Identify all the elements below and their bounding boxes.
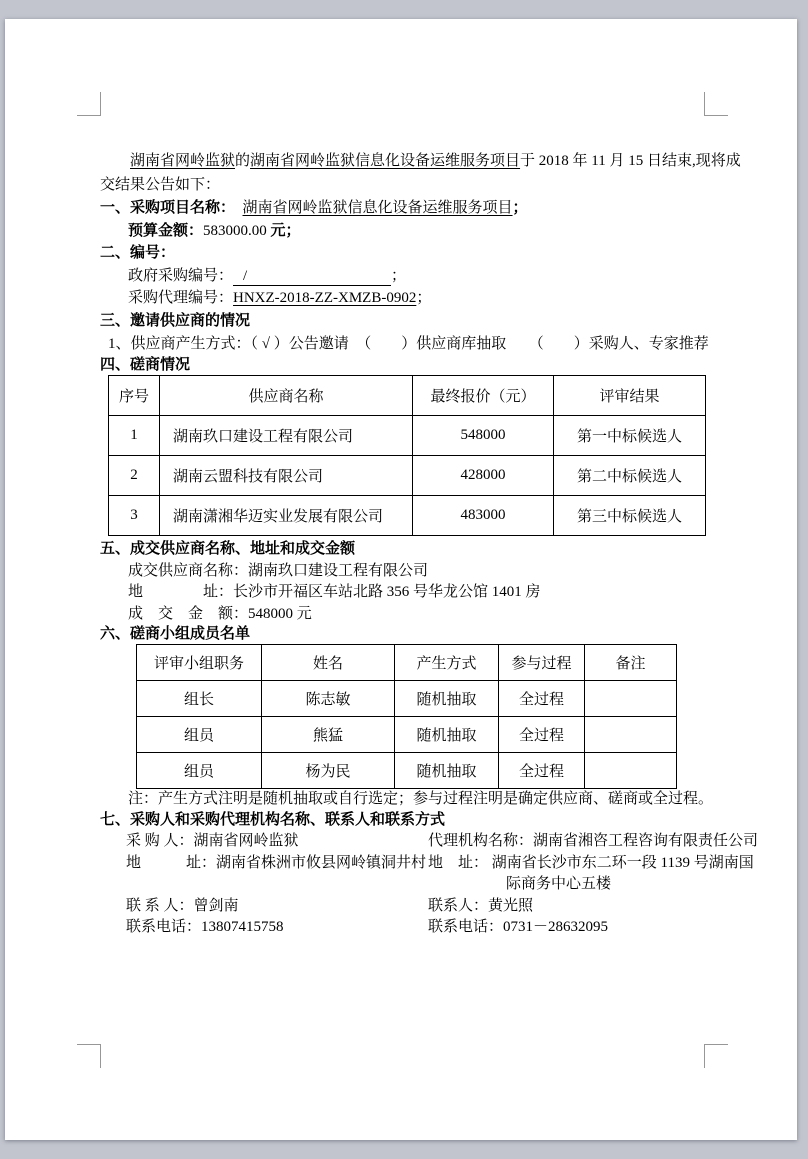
table-cell: 全过程 [499,752,585,788]
buyer-contact-value: 曾剑南 [193,897,239,914]
table-cell: 第三中标候选人 [554,496,706,536]
section-1-heading [100,197,740,220]
gov-code-line [100,265,740,288]
margin-crop-mark-top-right [704,92,728,116]
winner-name-line [100,561,740,583]
agency-contact-value: 黄光照 [488,897,534,914]
contact-row-addresses [100,853,754,875]
agency-code-semicolon: ； [416,290,432,307]
table-cell [585,752,677,788]
table-header-row [137,644,677,680]
intro-tail: 于 2018 年 11 月 15 日结束,现将成 [520,153,741,169]
agency-phone-value: 0731－28632095 [503,919,609,936]
table-cell: 随机抽取 [395,716,499,752]
deal-amount-value: 548000 元 [248,605,312,622]
agency-contact-label: 联系人： [428,897,489,914]
buyer-phone-label: 联系电话： [126,919,202,936]
table-cell: 2 [109,456,160,496]
agency-code-value: HNXZ-2018-ZZ-XMZB-0902 [233,290,417,307]
section-1-label: 一、采购项目名称： [100,200,243,216]
section-7-heading: 七、采购人和采购代理机构名称、联系人和联系方式 [100,811,446,828]
empty-cell [100,874,428,896]
table-cell: 428000 [413,456,554,496]
table-header: 参与过程 [499,644,585,680]
contact-row-phones [100,917,740,939]
agency-address-value-2: 际商务中心五楼 [506,876,612,893]
table-cell [585,716,677,752]
margin-crop-mark-bottom-left [77,1044,101,1068]
panel-member-table [136,644,677,789]
table-cell: 3 [109,496,160,536]
table-row [137,752,677,788]
budget-line [100,220,740,243]
table-row [137,716,677,752]
budget-label: 预算金额： [128,222,204,239]
table-cell: 陈志敏 [262,680,395,716]
table-row [109,456,706,496]
agency-code-label: 采购代理编号： [128,290,234,307]
section-3-heading: 三、邀请供应商的情况 [100,312,251,329]
contact-row-names [100,831,759,853]
agency-address-label: 地 址： [428,854,492,871]
table-cell: 随机抽取 [395,752,499,788]
table-cell: 483000 [413,496,554,536]
contact-row-persons [100,896,740,918]
table-header: 供应商名称 [160,376,413,416]
table-row [109,416,706,456]
gov-code-blank-underline [233,268,391,286]
section-1-project-name: 湖南省网岭监狱信息化设备运维服务项目 [242,200,513,216]
table-header: 产生方式 [395,644,499,680]
buyer-contact-label: 联 系 人： [126,897,194,914]
table-header: 评审小组职务 [137,644,262,680]
table-cell: 组员 [137,752,262,788]
table-note-line: 注：产生方式注明是随机抽取或自行选定；参与过程注明是确定供应商、磋商或全过程。 [128,790,714,807]
section-4-heading: 四、磋商情况 [100,357,191,374]
agency-code-line [100,287,740,310]
table-cell: 湖南云盟科技有限公司 [160,456,413,496]
winner-address-value: 长沙市开福区车站北路 356 号华龙公馆 1401 房 [233,584,541,601]
buyer-name-underlined: 湖南省网岭监狱 [130,153,236,169]
document-content [100,149,759,939]
table-header: 序号 [109,376,160,416]
table-header: 备注 [585,644,677,680]
budget-value: 583000.00 [203,222,271,239]
winner-address-label: 地 址： [128,584,234,601]
table-header: 评审结果 [554,376,706,416]
table-cell: 548000 [413,416,554,456]
winner-name-label: 成交供应商名称： [128,562,249,579]
buyer-line [100,831,428,853]
table-header: 姓名 [262,644,395,680]
table-cell: 随机抽取 [395,680,499,716]
project-name-underlined: 湖南省网岭监狱信息化设备运维服务项目 [250,153,521,169]
table-cell: 全过程 [499,716,585,752]
section-6-heading: 六、磋商小组成员名单 [100,626,251,643]
buyer-label: 采 购 人： [126,833,194,850]
table-cell [585,680,677,716]
section-1-semicolon: ； [512,200,528,216]
budget-unit: 元； [270,222,301,239]
supplier-method-line: 1、供应商产生方式：（ √ ）公告邀请 （ ）供应商库抽取 （ ）采购人、专家推荐 [108,335,709,352]
buyer-phone-value: 13807415758 [201,919,284,936]
gov-code-semicolon: ； [391,267,407,284]
winner-name-value: 湖南玖口建设工程有限公司 [248,562,429,579]
gov-code-value: / [243,267,248,284]
agency-address-line [428,853,754,875]
agency-value: 湖南省湘咨工程咨询有限责任公司 [533,833,759,850]
contact-row-address-wrap [100,874,740,896]
agency-phone-label: 联系电话： [428,919,504,936]
buyer-address-label: 地 址： [126,854,217,871]
table-cell: 熊猛 [262,716,395,752]
table-cell: 全过程 [499,680,585,716]
intro-line-1 [100,149,740,173]
buyer-address-line [100,853,428,875]
buyer-value: 湖南省网岭监狱 [193,833,299,850]
agency-label: 代理机构名称： [428,833,534,850]
agency-line [428,831,758,853]
deal-amount-line [100,604,740,626]
margin-crop-mark-bottom-right [704,1044,728,1068]
table-cell: 组长 [137,680,262,716]
intro-connector: 的 [235,153,251,169]
agency-address-value-1: 湖南省长沙市东二环一段 1139 号湖南国 [491,854,754,871]
table-header-row [109,376,706,416]
table-cell: 组员 [137,716,262,752]
table-cell: 杨为民 [262,752,395,788]
negotiation-result-table [108,375,706,536]
intro-line-2: 交结果公告如下： [100,177,221,193]
agency-contact-line [428,896,740,918]
agency-address-wrap-line [428,874,740,896]
section-2-heading: 二、编号： [100,245,176,262]
table-cell: 1 [109,416,160,456]
winner-address-line [100,582,740,604]
section-5-heading: 五、成交供应商名称、地址和成交金额 [100,541,356,558]
table-cell: 湖南潇湘华迈实业发展有限公司 [160,496,413,536]
buyer-phone-line [100,917,428,939]
table-row [109,496,706,536]
table-header: 最终报价（元） [413,376,554,416]
deal-amount-label: 成 交 金 额： [128,605,249,622]
buyer-address-value: 湖南省株洲市攸县网岭镇洞井村 [216,854,427,871]
buyer-contact-line [100,896,428,918]
table-row [137,680,677,716]
document-page[interactable] [5,19,797,1140]
table-cell: 湖南玖口建设工程有限公司 [160,416,413,456]
gov-code-label: 政府采购编号： [128,267,234,284]
agency-phone-line [428,917,740,939]
table-cell: 第二中标候选人 [554,456,706,496]
table-cell: 第一中标候选人 [554,416,706,456]
margin-crop-mark-top-left [77,92,101,116]
